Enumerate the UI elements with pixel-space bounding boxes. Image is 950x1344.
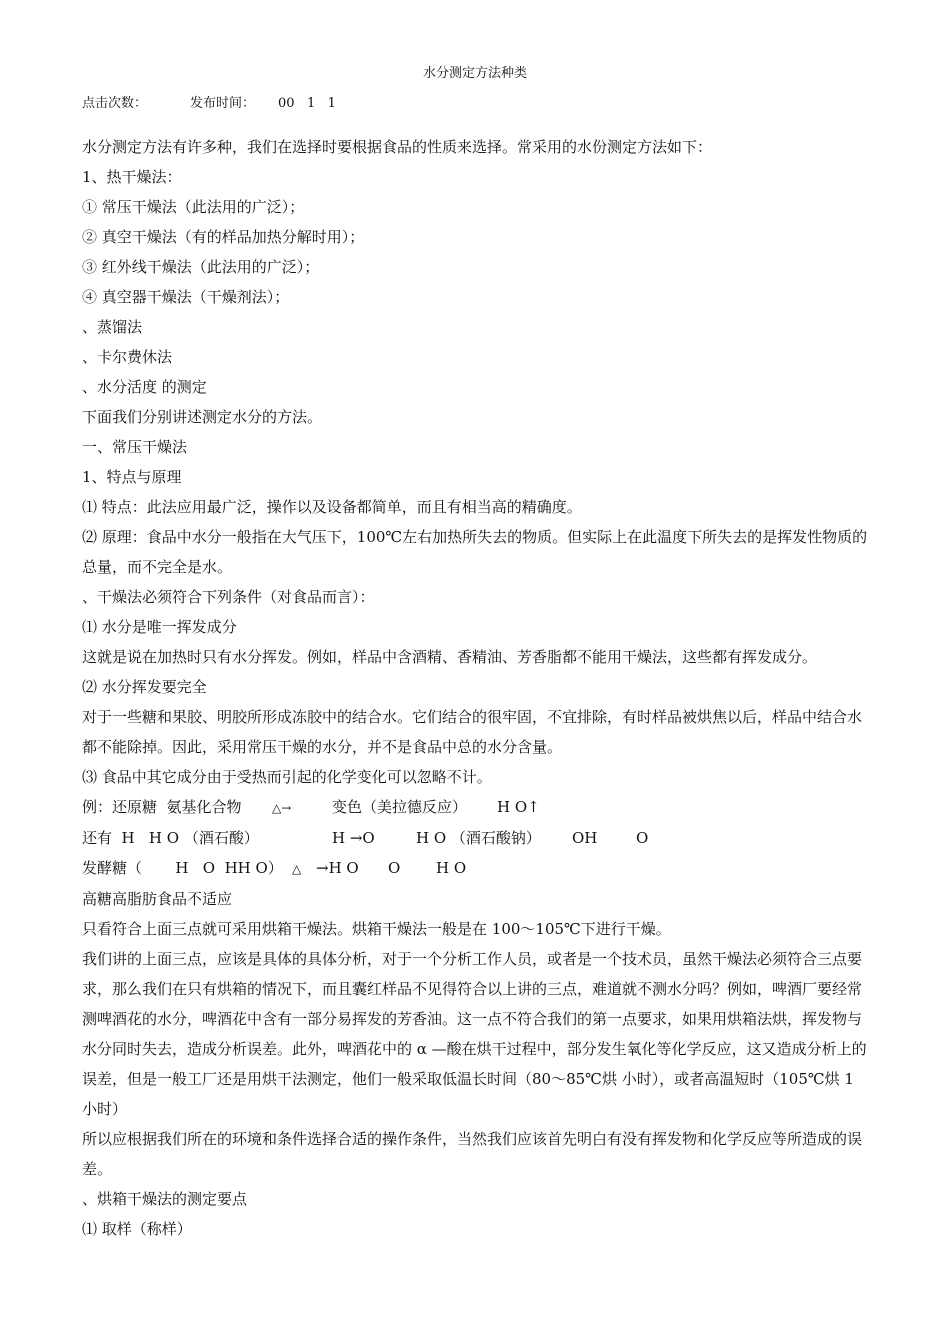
reaction-text: O — [636, 829, 649, 847]
paragraph: 所以应根据我们所在的环境和条件选择合适的操作条件，当然我们应该首先明白有没有挥发物和化学反应等所造成的误差。 — [82, 1130, 863, 1178]
publish-meta — [82, 94, 336, 114]
paragraph: 下面我们分别讲述测定水分的方法。 — [82, 408, 323, 426]
reaction-text: 还有 H H O （酒石酸） — [82, 829, 259, 847]
paragraph: 高糖高脂肪食品不适应 — [82, 890, 233, 908]
paragraph: 我们讲的上面三点，应该是具体的具体分析，对于一个分析工作人员，或者是一个技术员，虽然干燥法必须符合三点要求，那么我们在只有烘箱的情况下，而且囊红样品不见得符合以上讲的三点，难道就不测水分吗？例如，啤酒厂要经常测啤酒花的水分，啤酒花中含有一部分易挥发的芳香油。这一点不符合我们的第一点要求，如果用烘箱法烘，挥发物与水分同时失去，造成分析误差。此外，啤酒花中的 α —酸在烘干过程中，部分发生氧化等化学反应，这又造成分析上的误差，但是一般工厂还是用烘干法测定，他们一般采取低温长时间（80～85℃烘 小时），或者高温短时（105℃烘 1 小时） — [82, 950, 867, 1118]
paragraph: 对于一些糖和果胶、明胶所形成冻胶中的结合水。它们结合的很牢固，不宜排除，有时样品被烘焦以后，样品中结合水都不能除掉。因此，采用常压干燥的水分，并不是食品中总的水分含量。 — [82, 708, 863, 756]
reaction-text: OH — [572, 829, 598, 847]
list-item: 、水分活度 的测定 — [82, 378, 207, 396]
list-item: 、卡尔费休法 — [82, 348, 173, 366]
list-item: 、蒸馏法 — [82, 318, 143, 336]
reaction-line — [82, 823, 872, 853]
paragraph: 这就是说在加热时只有水分挥发。例如，样品中含酒精、香精油、芳香脂都不能用干燥法，这些都有挥发成分。 — [82, 648, 818, 666]
list-item: ② 真空干燥法（有的样品加热分解时用）； — [82, 228, 365, 246]
paragraph: ⑵ 原理：食品中水分一般指在大气压下，100℃左右加热所失去的物质。但实际上在此温度下所失去的是挥发性物质的总量，而不完全是水。 — [82, 528, 868, 576]
list-item: ⑵ 水分挥发要完全 — [82, 678, 207, 696]
publish-date-value: 00 1 1 — [278, 96, 336, 111]
section-heading: 一、常压干燥法 — [82, 438, 188, 456]
document-body — [82, 132, 872, 1244]
reaction-text: △→ — [272, 801, 292, 815]
reaction-text: 发酵糖（ H O HH O） — [82, 859, 283, 877]
list-item: ④ 真空器干燥法（干燥剂法）； — [82, 288, 290, 306]
reaction-text: H →O — [332, 829, 375, 847]
subsection-heading: 1、特点与原理 — [82, 468, 182, 486]
reaction-text: 变色（美拉德反应） — [332, 798, 468, 816]
subsection-heading: 、干燥法必须符合下列条件（对食品而言）： — [82, 588, 375, 606]
list-item: ③ 红外线干燥法（此法用的广泛）； — [82, 258, 320, 276]
reaction-text: H O↑ — [497, 798, 540, 816]
reaction-text: △ — [292, 862, 302, 876]
reaction-text: 例：还原糖 氨基化合物 — [82, 798, 242, 816]
intro-paragraph: 水分测定方法有许多种，我们在选择时要根据食品的性质来选择。常采用的水份测定方法如下： — [82, 138, 713, 156]
list-item: ⑴ 水分是唯一挥发成分 — [82, 618, 237, 636]
section-heading: 1、热干燥法： — [82, 168, 182, 186]
click-count-label: 点击次数： — [82, 96, 148, 111]
list-item: ① 常压干燥法（此法用的广泛）； — [82, 198, 305, 216]
paragraph: ⑴ 特点：此法应用最广泛，操作以及设备都简单，而且有相当高的精确度。 — [82, 498, 582, 516]
reaction-text: O — [388, 859, 401, 877]
list-item: ⑴ 取样（称样） — [82, 1220, 192, 1238]
list-item: ⑶ 食品中其它成分由于受热而引起的化学变化可以忽略不计。 — [82, 768, 492, 786]
reaction-line — [82, 792, 872, 823]
reaction-text: H O — [436, 859, 467, 877]
subsection-heading: 、烘箱干燥法的测定要点 — [82, 1190, 248, 1208]
document-title: 水分测定方法种类 — [422, 66, 527, 81]
reaction-text: H O （酒石酸钠） — [416, 829, 541, 847]
reaction-text: →H O — [316, 859, 359, 877]
publish-date-label: 发布时间： — [190, 96, 256, 111]
paragraph: 只看符合上面三点就可采用烘箱干燥法。烘箱干燥法一般是在 100～105℃下进行干燥。 — [82, 920, 671, 938]
reaction-line — [82, 853, 872, 884]
